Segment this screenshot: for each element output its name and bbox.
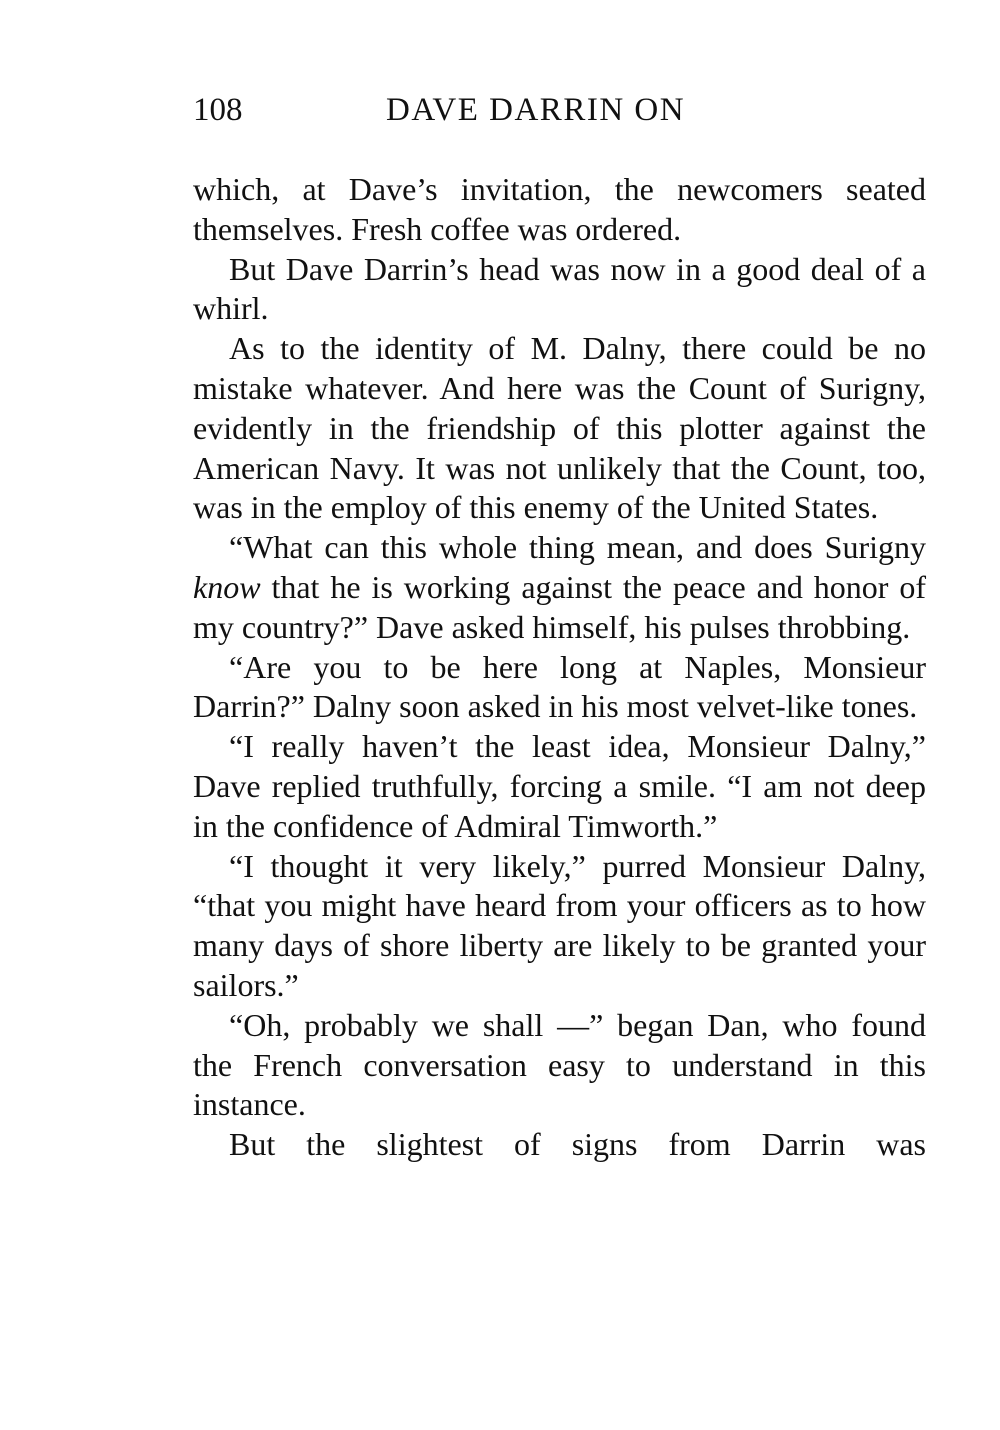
page-header — [193, 88, 933, 132]
paragraph-text-after-emphasis: that he is working against the peace and honor of my country?” Dave asked himself, his pulses throbbing. — [193, 568, 926, 645]
paragraph-continuation: which, at Dave’s invitation, the newcomers seated themselves. Fresh coffee was ordered. — [193, 171, 926, 247]
emphasized-word: know — [193, 568, 261, 605]
paragraph: “Are you to be here long at Naples, Monsieur Darrin?” Dalny soon asked in his most velvet-like tones. — [193, 648, 926, 725]
paragraph: “I thought it very likely,” purred Monsieur Dalny, “that you might have heard from your officers as to how many days of shore liberty are likely to be granted your sailors.” — [193, 847, 926, 1003]
running-title: DAVE DARRIN ON — [386, 92, 686, 128]
paragraph-with-emphasis — [193, 528, 926, 647]
paragraph: “I really haven’t the least idea, Monsieur Dalny,” Dave replied truthfully, forcing a smile. “I am not deep in the confidence of Admiral Timworth.” — [193, 728, 926, 844]
paragraph: But Dave Darrin’s head was now in a good deal of a whirl. — [193, 250, 926, 327]
paragraph-continues-next-page: But the slightest of signs from Darrin was — [229, 1126, 926, 1163]
paragraph: As to the identity of M. Dalny, there could be no mistake whatever. And here was the Count of Surigny, evidently in the friendship of this plotter against the American Navy. It was not unlikely that the Count, too, was in the employ of this enemy of the United States. — [193, 330, 926, 526]
paragraph-text-before-emphasis: “What can this whole thing mean, and does Surigny — [229, 529, 926, 566]
page-number: 108 — [193, 92, 243, 128]
body-text — [193, 170, 926, 1165]
paragraph: “Oh, probably we shall —” began Dan, who found the French conversation easy to understand in this instance. — [193, 1006, 926, 1123]
